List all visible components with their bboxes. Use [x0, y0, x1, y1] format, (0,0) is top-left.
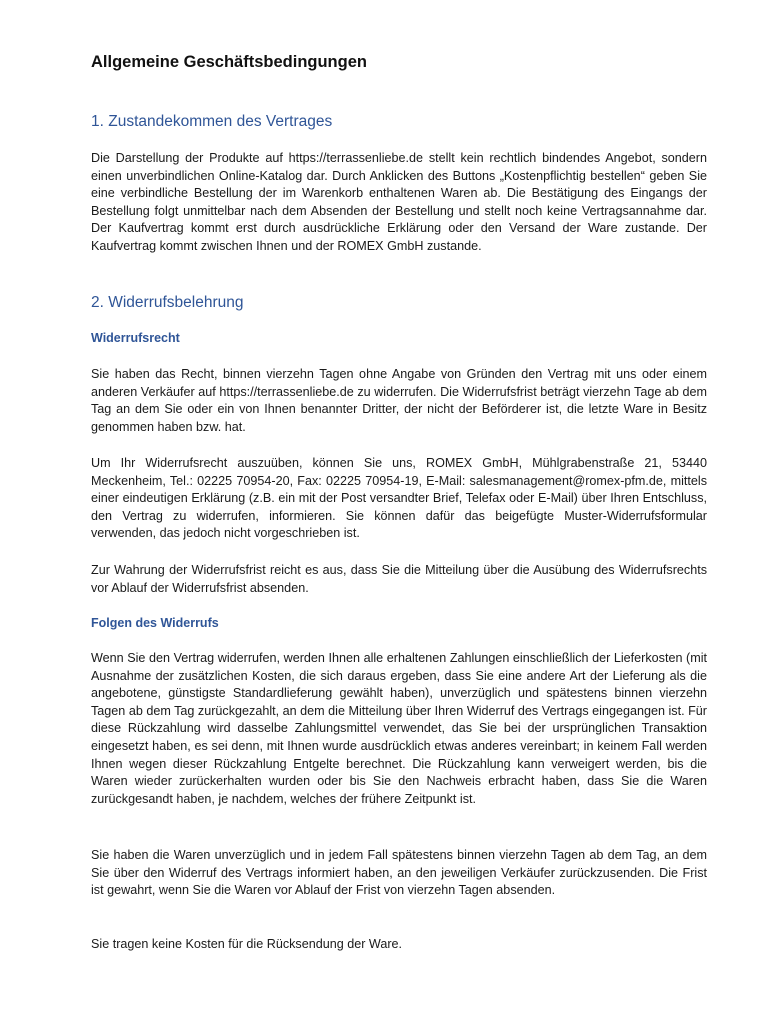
paragraph-widerrufsrecht-3: Zur Wahrung der Widerrufsfrist reicht es aus, dass Sie die Mitteilung über die Ausübung des Widerrufsrechts vor Ablauf der Widerrufsfrist absenden.	[91, 563, 707, 595]
section-heading-vertragsschluss: 1. Zustandekommen des Vertrages	[91, 113, 333, 130]
paragraph-widerrufsrecht-2: Um Ihr Widerrufsrecht auszuüben, können Sie uns, ROMEX GmbH, Mühlgrabenstraße 21, 53440 Meckenheim, Tel.: 02225 70954-20, Fax: 02225 70954-19, E-Mail: salesmanagement@romex-pfm.de, mittels einer eindeutigen Erklärung (z.B. ein mit der Post versandter Brief, Telefax oder E-Mail) über Ihren Entschluss, den Vertrag zu widerrufen, informieren. Sie können dafür das beigefügte Muster-Widerrufsformular verwenden, das jedoch nicht vorgeschrieben ist.	[91, 456, 707, 541]
paragraph-folgen-2: Sie haben die Waren unverzüglich und in jedem Fall spätestens binnen vierzehn Tagen ab dem Tag, an dem Sie über den Widerruf des Vertrags informiert haben, an den jeweiligen Verkäufer zurückzusenden. Die Frist ist gewahrt, wenn Sie die Waren vor Ablauf der Frist von vierzehn Tagen absenden.	[91, 848, 707, 898]
paragraph-widerrufsrecht-1: Sie haben das Recht, binnen vierzehn Tagen ohne Angabe von Gründen den Vertrag mit uns oder einem anderen Verkäufer auf https://terrassenliebe.de zu widerrufen. Die Widerrufsfrist beträgt vierzehn Tage ab dem Tag an dem Sie oder ein von Ihnen benannter Dritter, der nicht der Beförderer ist, die letzte Ware in Besitz genommen haben bzw. hat.	[91, 367, 707, 434]
paragraph-folgen-1: Wenn Sie den Vertrag widerrufen, werden Ihnen alle erhaltenen Zahlungen einschließlich der Lieferkosten (mit Ausnahme der zusätzlichen Kosten, die sich daraus ergeben, dass Sie eine andere Art der Lieferung als die angebotene, günstigste Standardlieferung gewählt haben), unverzüglich und spätestens binnen vierzehn Tagen ab dem Tag zurückgezahlt, an dem die Mitteilung über Ihren Widerruf des Vertrags eingegangen ist. Für diese Rückzahlung wird dasselbe Zahlungsmittel verwendet, das Sie bei der ursprünglichen Transaktion eingesetzt haben, es sei denn, mit Ihnen wurde ausdrücklich etwas anderes vereinbart; in keinem Fall werden Ihnen wegen dieser Rückzahlung Entgelte berechnet. Die Rückzahlung kann verweigert werden, bis die Waren wieder zurückerhalten wurden oder bis Sie den Nachweis erbracht haben, dass Sie die Waren zurückgesandt haben, je nachdem, welches der frühere Zeitpunkt ist.	[91, 651, 707, 806]
paragraph-folgen-3: Sie tragen keine Kosten für die Rücksendung der Ware.	[91, 937, 403, 951]
paragraph-vertragsschluss: Die Darstellung der Produkte auf https://terrassenliebe.de stellt kein rechtlich bindendes Angebot, sondern einen unverbindlichen Online-Katalog dar. Durch Anklicken des Buttons „Kostenpflichtig bestellen“ geben Sie eine verbindliche Bestellung der im Warenkorb enthaltenen Waren ab. Die Bestätigung des Eingangs der Bestellung folgt unmittelbar nach dem Absenden der Bestellung und stellt noch keine Vertragsannahme dar. Der Kaufvertrag kommt erst durch ausdrückliche Erklärung oder den Versand der Ware zustande. Der Kaufvertrag kommt zwischen Ihnen und der ROMEX GmbH zustande.	[91, 151, 707, 253]
section-heading-widerrufsbelehrung: 2. Widerrufsbelehrung	[91, 294, 244, 311]
subsection-heading-folgen-des-widerrufs: Folgen des Widerrufs	[91, 616, 219, 630]
document-title: Allgemeine Geschäftsbedingungen	[91, 53, 367, 71]
subsection-heading-widerrufsrecht: Widerrufsrecht	[91, 331, 180, 345]
